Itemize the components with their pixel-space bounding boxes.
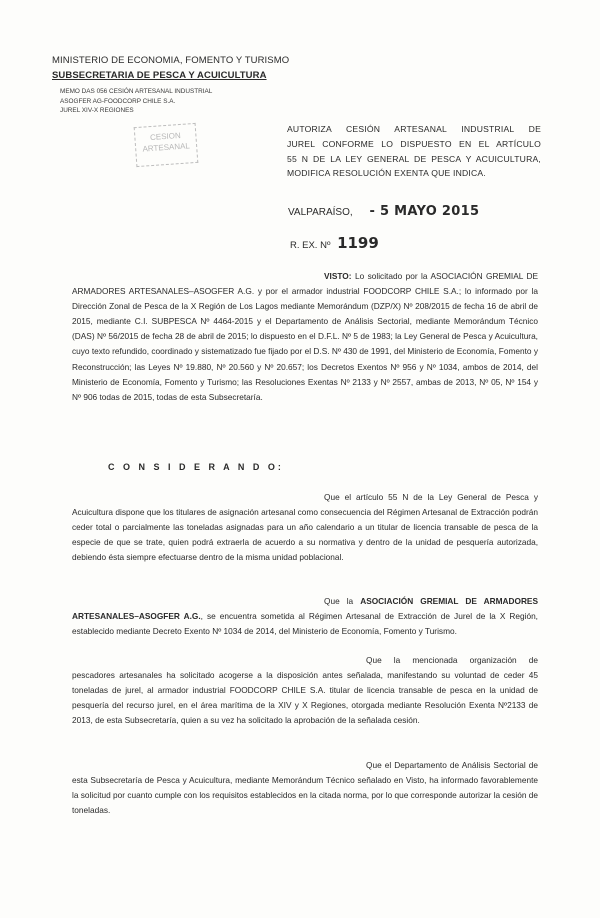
faded-stamp	[134, 123, 199, 167]
p2-post: , se encuentra sometida al Régimen Artesanal de Extracción de Jurel de la X Región, establecido mediante Decreto Exento Nº 1034 de 2014, del Ministerio de Economía, Fomento y Turismo.	[72, 611, 538, 637]
summary-line: MODIFICA RESOLUCIÓN EXENTA QUE INDICA.	[287, 168, 486, 179]
subsecretaria-header: SUBSECRETARIA DE PESCA Y ACUICULTURA	[52, 70, 267, 81]
considerando-paragraph-4: Que el Departamento de Análisis Sectorial de esta Subsecretaría de Pesca y Acuicultura, mediante Memorándum Técnico señalado en Visto, ha informado favorablemente la solicitud por cuanto cumple con los requisitos establecidos en la citada norma, por lo que corresponde autorizar la cesión de toneladas.	[72, 760, 538, 816]
memo-reference-line: JUREL XIV-X REGIONES	[60, 107, 134, 114]
visto-text: Lo solicitado por la ASOCIACIÓN GREMIAL DE ARMADORES ARTESANALES–ASOGFER A.G. y por el armador industrial FOODCORP CHILE S.A.; lo informado por la Dirección Zonal de Pesca de la X Región de Los Lagos mediante Memorándum (DZP/X) Nº 208/2015 de fecha 16 de abril de 2015, mediante C.I. SUBPESCA Nº 4464-2015 y el Departamento de Análisis Sectorial, mediante Memorándum Técnico (DAS) Nº 56/2015 de fecha 28 de abril de 2015; lo dispuesto en el D.F.L. Nº 5 de 1983; la Ley General de Pesca y Acuicultura, cuyo texto refundido, coordinado y sistematizado fue fijado por el D.S. Nº 430 de 1991, del Ministerio de Economía, Fomento y Reconstrucción; las Leyes Nº 19.880, Nº 20.560 y Nº 20.657; los Decretos Exentos Nº 956 y Nº 1034, ambos de 2014, del Ministerio de Economía, Fomento y Turismo; las Resoluciones Exentas Nº 2133 y Nº 2557, ambas de 2013, Nº 05, Nº 154 y Nº 906 todas de 2015, todas de esta Subsecretaría.	[72, 271, 538, 402]
stamp-line: ARTESANAL	[142, 141, 191, 154]
resolution-summary	[287, 122, 541, 181]
visto-paragraph	[72, 269, 538, 405]
ministry-header: MINISTERIO DE ECONOMIA, FOMENTO Y TURISMO	[52, 55, 290, 66]
p2-pre: Que la	[324, 596, 361, 606]
memo-reference-line: ASOGFER AG-FOODCORP CHILE S.A.	[60, 98, 176, 105]
considerando-title: C O N S I D E R A N D O:	[108, 462, 284, 472]
place: VALPARAÍSO,	[288, 207, 353, 218]
association-name: ASOCIACIÓN GREMIAL DE ARMADORES ARTESANALES–ASOGFER A.G.	[72, 596, 538, 622]
place-date	[288, 204, 479, 219]
memo-reference-line: MEMO DAS 056 CESIÓN ARTESANAL INDUSTRIAL	[60, 88, 213, 95]
stamp-line: CESION	[149, 130, 182, 143]
visto-label: VISTO:	[324, 271, 352, 281]
considerando-paragraph-2	[72, 594, 538, 639]
resolution-number-value: 1199	[337, 234, 379, 252]
summary-line: 55 N DE LA LEY GENERAL DE PESCA Y ACUICULTURA,	[287, 153, 541, 164]
date-stamp: - 5 MAYO 2015	[369, 204, 480, 219]
resolution-number	[290, 234, 379, 252]
resolution-label: R. EX. Nº	[290, 240, 331, 251]
considerando-paragraph-1: Que el artículo 55 N de la Ley General de Pesca y Acuicultura dispone que los titulares de asignación artesanal como consecuencia del Régimen Artesanal de Extracción podrán ceder total o parcialmente las toneladas asignadas para un año calendario a un titular de licencia transable de pesca de la especie de que se trate, quien podrá extraerla de acuerdo a su normativa y dentro de la unidad de pesquería autorizada, debiendo ésta siempre efectuarse dentro de la misma unidad poblacional.	[72, 492, 538, 563]
considerando-paragraph-3: Que la mencionada organización de pescadores artesanales ha solicitado acogerse a la disposición antes señalada, manifestando su voluntad de ceder 45 toneladas de jurel, al armador industrial FOODCORP CHILE S.A. titular de licencia transable de pesca en la unidad de pesquería del recurso jurel, en el área marítima de la XIV y X Regiones, otorgada mediante Resolución Exenta Nº2133 de 2013, de esta Subsecretaría, quien a su vez ha solicitado la aprobación de la señalada cesión.	[72, 655, 538, 726]
summary-line: AUTORIZA CESIÓN ARTESANAL INDUSTRIAL DE	[287, 124, 541, 134]
summary-line: JUREL CONFORME LO DISPUESTO EN EL ARTÍCULO	[287, 138, 541, 149]
